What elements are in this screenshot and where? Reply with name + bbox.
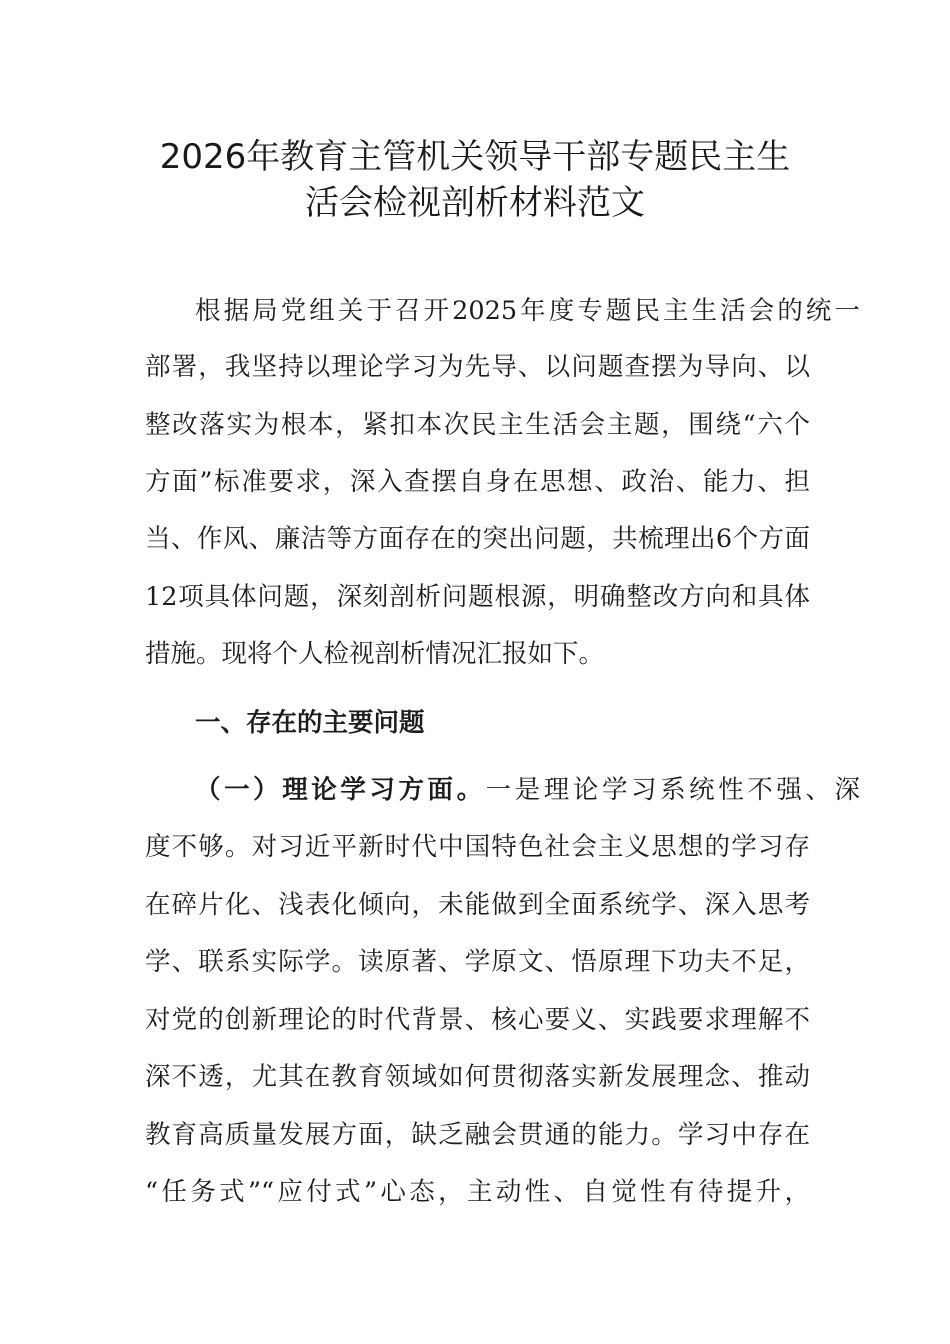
subsection-paragraph-line: “任务式”“应付式”心态，主动性、自觉性有待提升，: [145, 1177, 810, 1207]
subsection-paragraph-line: 在碎片化、浅表化倾向，未能做到全面系统学、深入思考: [145, 890, 810, 920]
subsection-first-line: [195, 773, 860, 807]
intro-paragraph-line: 方面”标准要求，深入查摆自身在思想、政治、能力、担: [145, 467, 810, 497]
subsection-paragraph-line: 度不够。对习近平新时代中国特色社会主义思想的学习存: [145, 832, 810, 862]
subsection-paragraph-line: 深不透，尤其在教育领域如何贯彻落实新发展理念、推动: [145, 1062, 810, 1092]
subsection-paragraph-line: 对党的创新理论的时代背景、核心要义、实践要求理解不: [145, 1005, 810, 1035]
subsection-paragraph-line: 教育高质量发展方面，缺乏融会贯通的能力。学习中存在: [145, 1120, 810, 1150]
subsection-paragraph-line: 学、联系实际学。读原著、学原文、悟原理下功夫不足，: [145, 947, 810, 977]
subsection-heading: （一）理论学习方面。: [195, 775, 486, 805]
intro-paragraph-line: 整改落实为根本，紧扣本次民主生活会主题，围绕“六个: [145, 410, 810, 440]
section-heading: 一、存在的主要问题: [195, 708, 425, 738]
intro-paragraph-line: 部署，我坚持以理论学习为先导、以问题查摆为导向、以: [145, 352, 810, 382]
intro-paragraph-line: 措施。现将个人检视剖析情况汇报如下。: [145, 639, 605, 669]
subsection-first-line-text: 一是理论学习系统性不强、深: [485, 775, 860, 805]
intro-paragraph-line: 根据局党组关于召开2025年度专题民主生活会的统一: [195, 296, 860, 326]
intro-paragraph-line: 当、作风、廉洁等方面存在的突出问题，共梳理出6个方面: [145, 524, 810, 554]
intro-paragraph-line: 12项具体问题，深刻剖析问题根源，明确整改方向和具体: [145, 582, 810, 612]
document-title-line-1: 2026年教育主管机关领导干部专题民主生: [159, 137, 791, 177]
document-title-line-2: 活会检视剖析材料范文: [305, 183, 645, 223]
